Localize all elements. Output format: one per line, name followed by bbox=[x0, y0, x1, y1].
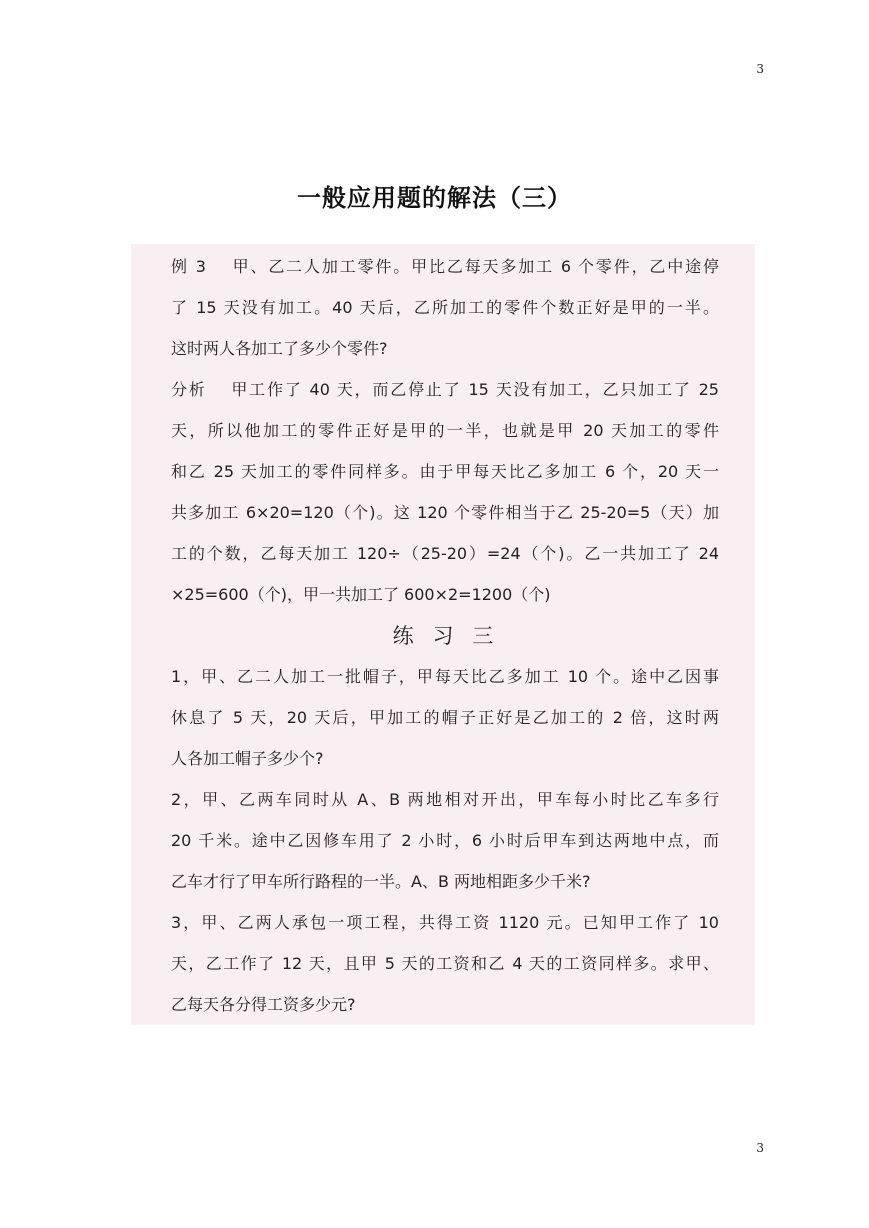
analysis-line: 天，所以他加工的零件正好是甲的一半，也就是甲 20 天加工的零件 bbox=[171, 421, 719, 440]
page-number-top: 3 bbox=[756, 62, 764, 76]
problem1-line: 人各加工帽子多少个? bbox=[171, 749, 324, 768]
problem1-line: 1，甲、乙二人加工一批帽子，甲每天比乙多加工 10 个。途中乙因事 bbox=[171, 667, 719, 686]
problem3-line: 乙每天各分得工资多少元? bbox=[171, 995, 356, 1014]
content-box bbox=[131, 244, 755, 1025]
problem2-line: 乙车才行了甲车所行路程的一半。A、B 两地相距多少千米? bbox=[171, 872, 591, 891]
exercise-title: 练习三 bbox=[392, 624, 513, 648]
example-line: 例 3 甲、乙二人加工零件。甲比乙每天多加工 6 个零件，乙中途停 bbox=[171, 257, 719, 276]
problem1-line: 休息了 5 天，20 天后，甲加工的帽子正好是乙加工的 2 倍，这时两 bbox=[171, 708, 719, 727]
analysis-line: 共多加工 6×20=120（个)。这 120 个零件相当于乙 25-20=5（天）加 bbox=[171, 503, 719, 522]
analysis-line: 和乙 25 天加工的零件同样多。由于甲每天比乙多加工 6 个，20 天一 bbox=[171, 462, 719, 481]
problem3-line: 天，乙工作了 12 天，且甲 5 天的工资和乙 4 天的工资同样多。求甲、 bbox=[171, 954, 719, 973]
analysis-line: 工的个数，乙每天加工 120÷（25-20）=24（个)。乙一共加工了 24 bbox=[171, 544, 719, 563]
problem2-line: 2，甲、乙两车同时从 A、B 两地相对开出，甲车每小时比乙车多行 bbox=[171, 790, 719, 809]
analysis-line: ×25=600（个)，甲一共加工了 600×2=1200（个) bbox=[171, 585, 551, 604]
example-line: 这时两人各加工了多少个零件? bbox=[171, 339, 388, 358]
example-line: 了 15 天没有加工。40 天后，乙所加工的零件个数正好是甲的一半。 bbox=[171, 298, 719, 317]
page-number-bottom: 3 bbox=[756, 1141, 764, 1155]
problem2-line: 20 千米。途中乙因修车用了 2 小时，6 小时后甲车到达两地中点，而 bbox=[171, 831, 719, 850]
problem3-line: 3，甲、乙两人承包一项工程，共得工资 1120 元。已知甲工作了 10 bbox=[171, 913, 719, 932]
page-title: 一般应用题的解法（三） bbox=[297, 184, 572, 212]
analysis-line: 分析 甲工作了 40 天，而乙停止了 15 天没有加工，乙只加工了 25 bbox=[171, 380, 719, 399]
